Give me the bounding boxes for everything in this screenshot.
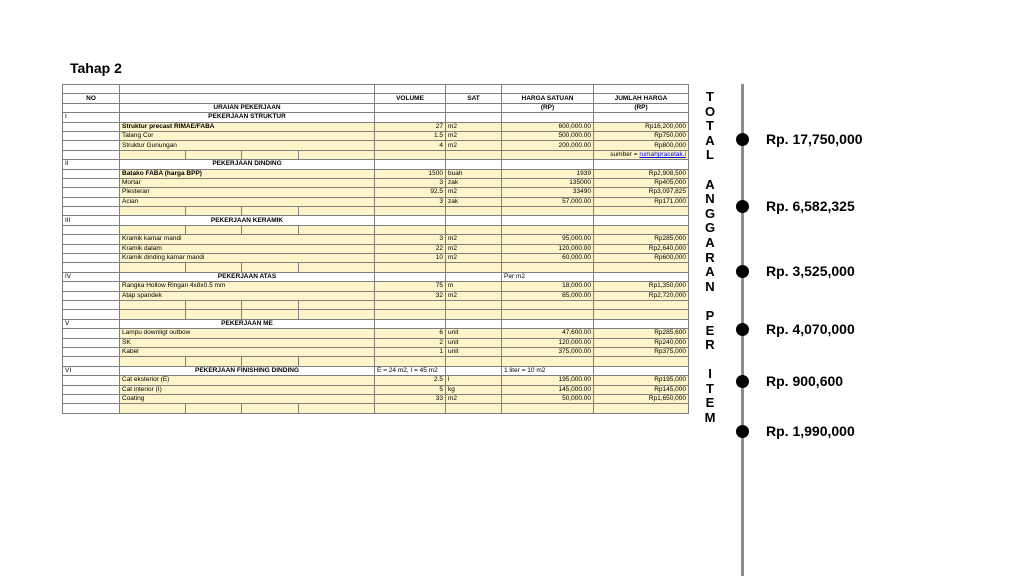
table-row: [63, 197, 689, 206]
section-title: PEKERJAAN KERAMIK: [120, 216, 375, 225]
section-row: [63, 366, 689, 375]
timeline-dot: [736, 200, 749, 213]
timeline-dot: [736, 425, 749, 438]
vertical-title-char: A: [705, 132, 715, 148]
table-row: [63, 329, 689, 338]
vertical-title-char: [703, 353, 717, 368]
item-volume: 1.5: [375, 131, 446, 140]
total-atas: Rp. 4,070,000: [766, 321, 855, 337]
price-note: 1 liter = 10 m2: [502, 366, 594, 375]
vertical-title-char: E: [705, 395, 715, 411]
source-link[interactable]: rumahpracetak.i: [639, 150, 686, 158]
table-row: [63, 178, 689, 187]
table-row: [63, 394, 689, 403]
item-total: Rp405,000: [594, 178, 689, 187]
table-row: [63, 244, 689, 253]
item-unit-price: 120,000.00: [502, 244, 594, 253]
blank-row: [63, 404, 689, 413]
item-unit-price: 120,000.00: [502, 338, 594, 347]
header-row-top: [63, 85, 689, 94]
header-row-main: [63, 94, 689, 103]
total-dinding: Rp. 6,582,325: [766, 198, 855, 214]
item-unit: buah: [446, 169, 502, 178]
price-note: Per m2: [502, 272, 594, 281]
section-number: V: [63, 319, 120, 328]
table-row: [63, 338, 689, 347]
section-title: PEKERJAAN DINDING: [120, 160, 375, 169]
item-unit-price: 47,600.00: [502, 329, 594, 338]
section-row: [63, 216, 689, 225]
item-volume: 5: [375, 385, 446, 394]
item-unit-price: 60,000.00: [502, 254, 594, 263]
item-description: Cat interior (I): [120, 385, 375, 394]
item-description: Plesteran: [120, 188, 375, 197]
item-unit: unit: [446, 347, 502, 356]
total-me: Rp. 900,600: [766, 373, 844, 389]
vertical-title-char: O: [704, 103, 716, 119]
item-unit-price: 145,000.00: [502, 385, 594, 394]
total-keramik: Rp. 3,525,000: [766, 263, 855, 279]
item-unit-price: 135000: [502, 178, 594, 187]
blank-row: [63, 300, 689, 309]
section-number: I: [63, 113, 120, 122]
item-unit-price: 33490: [502, 188, 594, 197]
vertical-title-char: [703, 163, 717, 178]
vertical-title-char: P: [705, 307, 715, 323]
table-row: [63, 376, 689, 385]
vertical-title-char: N: [705, 191, 715, 207]
item-volume: 27: [375, 122, 446, 131]
section-row: [63, 160, 689, 169]
item-volume: 10: [375, 254, 446, 263]
item-description: Lampu downligt outbow: [120, 329, 375, 338]
item-description: Mortar: [120, 178, 375, 187]
vertical-title-char: M: [704, 410, 716, 426]
item-description: Talang Cor: [120, 131, 375, 140]
item-unit-price: 85,000.00: [502, 291, 594, 300]
item-unit: unit: [446, 329, 502, 338]
source-note: sumber = rumahpracetak.i: [594, 150, 689, 159]
item-total: Rp800,000: [594, 141, 689, 150]
col-header-volume: VOLUME: [375, 94, 446, 103]
item-description: Kramik dinding kamar mandi: [120, 254, 375, 263]
table-row: [63, 291, 689, 300]
item-unit: m2: [446, 394, 502, 403]
table-row: [63, 122, 689, 131]
item-total: Rp2,640,000: [594, 244, 689, 253]
item-total: Rp240,000: [594, 338, 689, 347]
table-row: [63, 347, 689, 356]
item-unit: m2: [446, 141, 502, 150]
item-unit: m2: [446, 254, 502, 263]
item-description: Kramik dalam: [120, 244, 375, 253]
vertical-title-char: E: [705, 322, 715, 338]
item-description: Kabel: [120, 347, 375, 356]
vertical-title-char: G: [704, 205, 716, 221]
item-total: Rp600,000: [594, 254, 689, 263]
item-total: Rp2,720,000: [594, 291, 689, 300]
item-total: Rp1,350,000: [594, 282, 689, 291]
blank-row: [63, 310, 689, 319]
item-description: Coating: [120, 394, 375, 403]
item-unit: m2: [446, 188, 502, 197]
col-header-harga-satuan-unit: (RP): [502, 103, 594, 112]
table-body: [63, 85, 689, 414]
table-row: [63, 254, 689, 263]
item-unit: m2: [446, 244, 502, 253]
vertical-title-char: R: [705, 337, 715, 353]
item-unit-price: 1939: [502, 169, 594, 178]
item-total: Rp3,097,825: [594, 188, 689, 197]
vertical-title-char: N: [705, 278, 715, 294]
item-total: Rp750,000: [594, 131, 689, 140]
total-finishing: Rp. 1,990,000: [766, 423, 855, 439]
vertical-title-char: T: [706, 380, 714, 396]
item-total: Rp16,200,000: [594, 122, 689, 131]
item-total: Rp285,600: [594, 329, 689, 338]
item-unit: m2: [446, 235, 502, 244]
blank-row: [63, 263, 689, 272]
item-description: Batako FABA (harga BPP): [120, 169, 375, 178]
item-volume: 3: [375, 235, 446, 244]
item-unit: m2: [446, 131, 502, 140]
item-unit: m2: [446, 291, 502, 300]
blank-row: [63, 357, 689, 366]
item-description: Acian: [120, 197, 375, 206]
table-row: [63, 235, 689, 244]
item-volume: 33: [375, 394, 446, 403]
item-unit: zak: [446, 178, 502, 187]
source-note-row: [63, 150, 689, 159]
item-description: Rangka Hollow Ringan 4x8x0.5 mm: [120, 282, 375, 291]
section-title: PEKERJAAN STRUKTUR: [120, 113, 375, 122]
section-number: II: [63, 160, 120, 169]
item-unit: unit: [446, 338, 502, 347]
vertical-title-char: R: [705, 249, 715, 265]
item-description: Struktur Gunungan: [120, 141, 375, 150]
vertical-title-char: A: [705, 234, 715, 250]
item-unit: m2: [446, 122, 502, 131]
item-unit: l: [446, 376, 502, 385]
item-total: Rp145,000: [594, 385, 689, 394]
col-header-jumlah-harga-unit: (RP): [594, 103, 689, 112]
col-header-sat: SAT: [446, 94, 502, 103]
vertical-title-char: L: [706, 147, 714, 163]
item-description: Atap spandek: [120, 291, 375, 300]
blank-row: [63, 225, 689, 234]
item-total: Rp375,000: [594, 347, 689, 356]
item-unit-price: 18,000.00: [502, 282, 594, 291]
item-volume: 1: [375, 347, 446, 356]
item-total: Rp1,650,000: [594, 394, 689, 403]
vertical-title-char: G: [704, 220, 716, 236]
item-volume: 2.5: [375, 376, 446, 385]
item-total: Rp171,000: [594, 197, 689, 206]
item-unit-price: 57,000.00: [502, 197, 594, 206]
item-volume: 4: [375, 141, 446, 150]
item-volume: 1500: [375, 169, 446, 178]
item-unit: m: [446, 282, 502, 291]
section-title: PEKERJAAN ATAS: [120, 272, 375, 281]
section-row: [63, 272, 689, 281]
item-unit-price: 500,000.00: [502, 131, 594, 140]
table-row: [63, 131, 689, 140]
header-row-sub: [63, 103, 689, 112]
timeline-dot: [736, 323, 749, 336]
table-row: [63, 385, 689, 394]
section-title: PEKERJAAN ME: [120, 319, 375, 328]
item-unit-price: 200,000.00: [502, 141, 594, 150]
item-description: Struktur precast RIMAE/FABA: [120, 122, 375, 131]
item-unit: zak: [446, 197, 502, 206]
col-header-uraian: URAIAN PEKERJAAN: [120, 103, 375, 112]
section-title: PEKERJAAN FINISHING DINDING: [120, 366, 375, 375]
item-unit-price: 600,000.00: [502, 122, 594, 131]
vertical-title-char: I: [708, 366, 712, 382]
col-header-jumlah-harga: JUMLAH HARGA: [594, 94, 689, 103]
page-title: Tahap 2: [70, 60, 122, 76]
vertical-title-char: T: [706, 118, 714, 134]
section-number: III: [63, 216, 120, 225]
vertical-title-char: [703, 294, 717, 309]
item-unit-price: 50,000.00: [502, 394, 594, 403]
item-volume: 22: [375, 244, 446, 253]
section-number: VI: [63, 366, 120, 375]
item-total: Rp195,000: [594, 376, 689, 385]
vertical-title: [703, 90, 717, 426]
section-row: [63, 319, 689, 328]
item-description: Cat eksterior (E): [120, 376, 375, 385]
item-unit-price: 195,000.00: [502, 376, 594, 385]
item-unit-price: 375,000.00: [502, 347, 594, 356]
vertical-title-char: A: [705, 176, 715, 192]
section-row: [63, 113, 689, 122]
table-row: [63, 188, 689, 197]
item-total: Rp285,000: [594, 235, 689, 244]
timeline-dot: [736, 265, 749, 278]
item-volume: 3: [375, 197, 446, 206]
item-unit-price: 95,000.00: [502, 235, 594, 244]
budget-table: [62, 84, 689, 414]
table-row: [63, 282, 689, 291]
item-unit: kg: [446, 385, 502, 394]
col-header-harga-satuan: HARGA SATUAN: [502, 94, 594, 103]
item-volume: 92.5: [375, 188, 446, 197]
section-number: IV: [63, 272, 120, 281]
item-total: Rp2,908,500: [594, 169, 689, 178]
item-volume: 6: [375, 329, 446, 338]
table-row: [63, 169, 689, 178]
timeline-dot: [736, 133, 749, 146]
blank-row: [63, 207, 689, 216]
item-volume: 32: [375, 291, 446, 300]
table-row: [63, 141, 689, 150]
item-description: SK: [120, 338, 375, 347]
volume-note: E = 24 m2, I = 45 m2: [375, 366, 446, 375]
vertical-title-char: A: [705, 264, 715, 280]
item-volume: 3: [375, 178, 446, 187]
item-volume: 75: [375, 282, 446, 291]
timeline-dot: [736, 375, 749, 388]
total-struktur: Rp. 17,750,000: [766, 131, 863, 147]
col-header-no: NO: [63, 94, 120, 103]
vertical-title-char: T: [706, 89, 714, 104]
item-description: Kramik kamar mandi: [120, 235, 375, 244]
item-volume: 2: [375, 338, 446, 347]
